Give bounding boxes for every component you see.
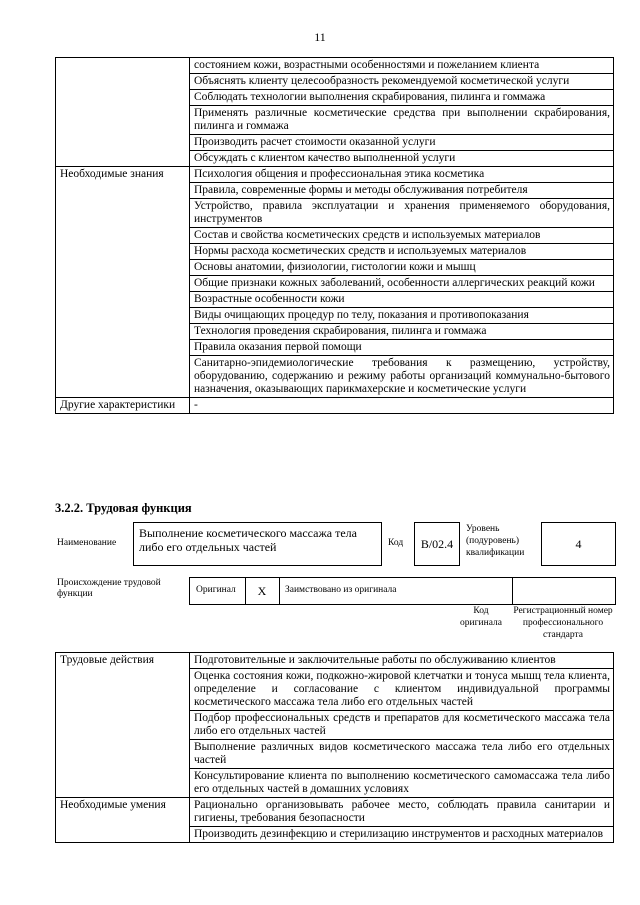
code-original-label: Код оригинала bbox=[460, 606, 502, 628]
row-category-label bbox=[56, 58, 190, 167]
row-text: Правила оказания первой помощи bbox=[190, 340, 614, 356]
labor-actions-table bbox=[55, 652, 614, 843]
row-text: Состав и свойства косметических средств и используемых материалов bbox=[190, 228, 614, 244]
function-name: Выполнение косметического массажа тела либо его отдельных частей bbox=[139, 526, 357, 554]
row-text: Правила, современные формы и методы обслуживания потребителя bbox=[190, 183, 614, 199]
name-label: Наименование bbox=[57, 538, 117, 548]
row-text: - bbox=[190, 398, 614, 414]
row-text: Выполнение различных видов косметического массажа тела либо его отдельных частей bbox=[190, 740, 614, 769]
row-text: Нормы расхода косметических средств и используемых материалов bbox=[190, 244, 614, 260]
origin-box bbox=[189, 577, 616, 605]
original-label: Оригинал bbox=[196, 585, 236, 595]
original-mark: X bbox=[257, 584, 267, 598]
row-text: Производить дезинфекцию и стерилизацию инструментов и расходных материалов bbox=[190, 827, 614, 843]
level-value: 4 bbox=[575, 537, 582, 551]
row-text: Объяснять клиенту целесообразность рекомендуемой косметической услуги bbox=[190, 74, 614, 90]
row-text: Консультирование клиента по выполнению косметического самомассажа тела либо его отдельных частей в домашних условиях bbox=[190, 769, 614, 798]
level-box bbox=[541, 522, 616, 566]
row-category-label: Необходимые умения bbox=[56, 798, 190, 843]
table-row bbox=[56, 653, 614, 669]
code-label: Код bbox=[388, 538, 404, 548]
row-text: Общие признаки кожных заболеваний, особенности аллергических реакций кожи bbox=[190, 276, 614, 292]
row-text: Возрастные особенности кожи bbox=[190, 292, 614, 308]
row-text: Технология проведения скрабирования, пилинга и гоммажа bbox=[190, 324, 614, 340]
row-category-label: Необходимые знания bbox=[56, 167, 190, 398]
section-heading: 3.2.2. Трудовая функция bbox=[55, 501, 192, 515]
row-text: Обсуждать с клиентом качество выполненной услуги bbox=[190, 151, 614, 167]
table-row bbox=[56, 798, 614, 827]
table-row bbox=[56, 167, 614, 183]
row-category-label: Другие характеристики bbox=[56, 398, 190, 414]
function-name-box bbox=[133, 522, 382, 566]
row-text: состоянием кожи, возрастными особенностями и пожеланием клиента bbox=[190, 58, 614, 74]
row-text: Применять различные косметические средства при выполнении скрабирования, пилинга и гоммажа bbox=[190, 106, 614, 135]
row-text: Подбор профессиональных средств и препаратов для косметического массажа тела либо его отдельных частей bbox=[190, 711, 614, 740]
origin-label: Происхождение трудовой функции bbox=[57, 578, 161, 599]
level-label: Уровень (подуровень) квалификации bbox=[466, 524, 525, 558]
borrowed-label: Заимствовано из оригинала bbox=[285, 585, 397, 595]
row-text: Производить расчет стоимости оказанной услуги bbox=[190, 135, 614, 151]
row-text: Основы анатомии, физиологии, гистологии кожи и мышц bbox=[190, 260, 614, 276]
table-row bbox=[56, 58, 614, 74]
code-value: B/02.4 bbox=[420, 537, 454, 551]
row-category-label: Трудовые действия bbox=[56, 653, 190, 798]
table-row bbox=[56, 398, 614, 414]
row-text: Рационально организовывать рабочее место, соблюдать правила санитарии и гигиены, требования безопасности bbox=[190, 798, 614, 827]
row-text: Соблюдать технологии выполнения скрабирования, пилинга и гоммажа bbox=[190, 90, 614, 106]
reg-number-label: Регистрационный номер профессионального стандарта bbox=[513, 606, 613, 640]
row-text: Оценка состояния кожи, подкожно-жировой клетчатки и тонуса мышц тела клиента, определение и согласование с клиентом индивидуальной программы косметического массажа тела либо его отдельных частей bbox=[190, 669, 614, 711]
row-text: Виды очищающих процедур по телу, показания и противопоказания bbox=[190, 308, 614, 324]
row-text: Санитарно-эпидемиологические требования к размещению, устройству, оборудованию, содержанию и режиму работы организаций коммунально-бытового назначения, оказывающих парикмахерские и косметические услуги bbox=[190, 356, 614, 398]
knowledge-skills-table bbox=[55, 57, 614, 414]
row-text: Подготовительные и заключительные работы по обслуживанию клиентов bbox=[190, 653, 614, 669]
code-box bbox=[414, 522, 460, 566]
row-text: Устройство, правила эксплуатации и хранения применяемого оборудования, инструментов bbox=[190, 199, 614, 228]
row-text: Психология общения и профессиональная этика косметика bbox=[190, 167, 614, 183]
page-number: 11 bbox=[314, 30, 326, 44]
